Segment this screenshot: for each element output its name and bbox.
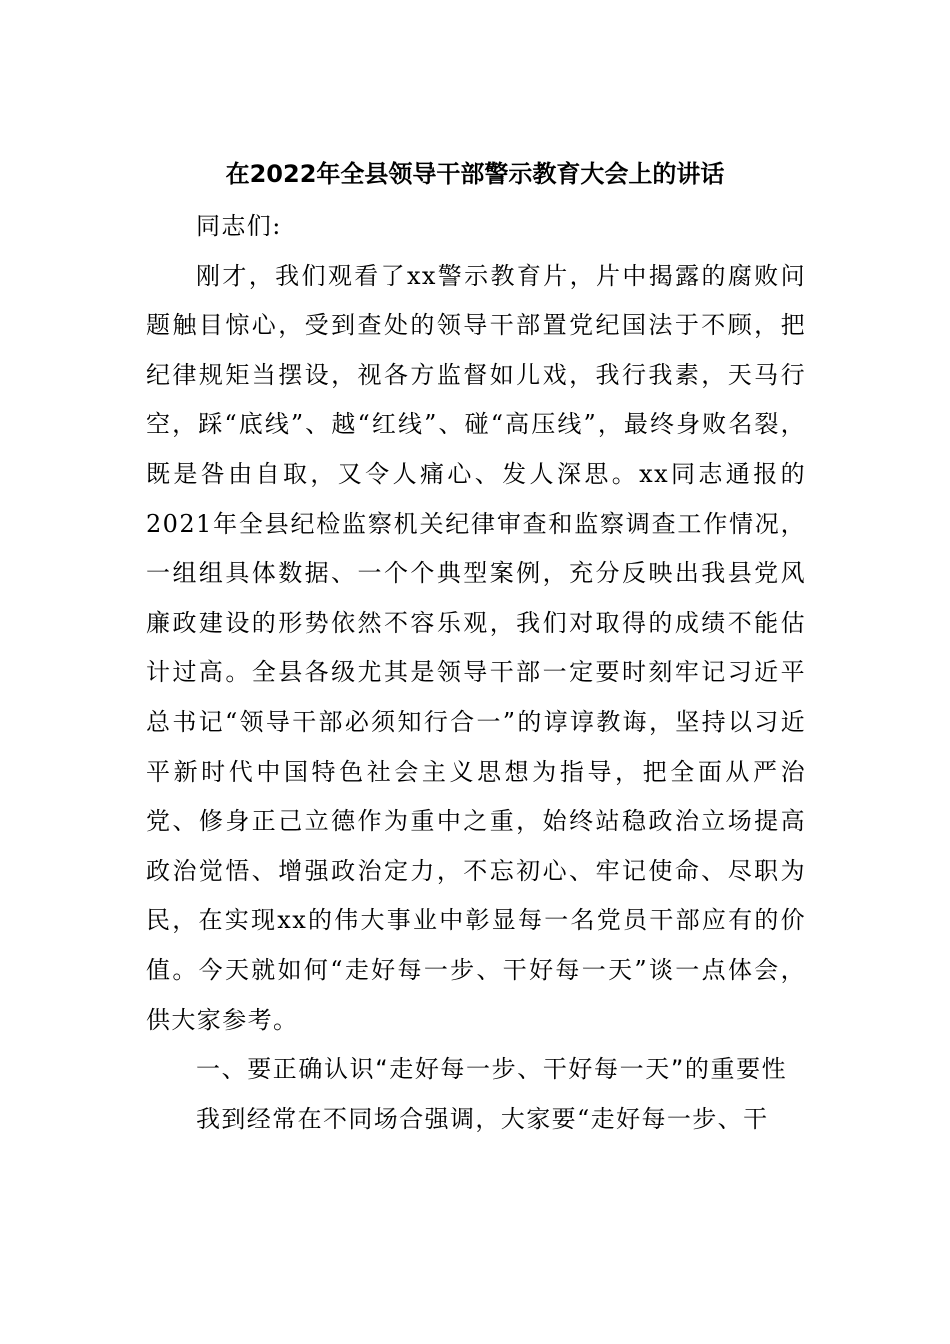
document-title: 在2022年全县领导干部警示教育大会上的讲话 (225, 160, 725, 188)
intro-paragraph: 刚才，我们观看了xx警示教育片，片中揭露的腐败问题触目惊心，受到查处的领导干部置党纪国法于不顾，把纪律规矩当摆设，视各方监督如儿戏，我行我素，天马行空，踩“底线”、越“红线”、碰“高压线”，最终身败名裂，既是咎由自取，又令人痛心、发人深思。xx同志通报的2021年全县纪检监察机关纪律审查和监察调查工作情况，一组组具体数据、一个个典型案例，充分反映出我县党风廉政建设的形势依然不容乐观，我们对取得的成绩不能估计过高。全县各级尤其是领导干部一定要时刻牢记习近平总书记“领导干部必须知行合一”的谆谆教诲，坚持以习近平新时代中国特色社会主义思想为指导，把全面从严治党、修身正己立德作为重中之重，始终站稳政治立场提高政治觉悟、增强政治定力，不忘初心、牢记使命、尽职为民，在实现xx的伟大事业中彰显每一名党员干部应有的价值。今天就如何“走好每一步、干好每一天”谈一点体会，供大家参考。 (146, 261, 806, 1034)
salutation: 同志们: (196, 212, 282, 240)
section-paragraph: 我到经常在不同场合强调，大家要“走好每一步、干 (196, 1104, 769, 1133)
section-heading: 一、要正确认识“走好每一步、干好每一天”的重要性 (196, 1055, 788, 1084)
document-body (146, 202, 806, 1144)
